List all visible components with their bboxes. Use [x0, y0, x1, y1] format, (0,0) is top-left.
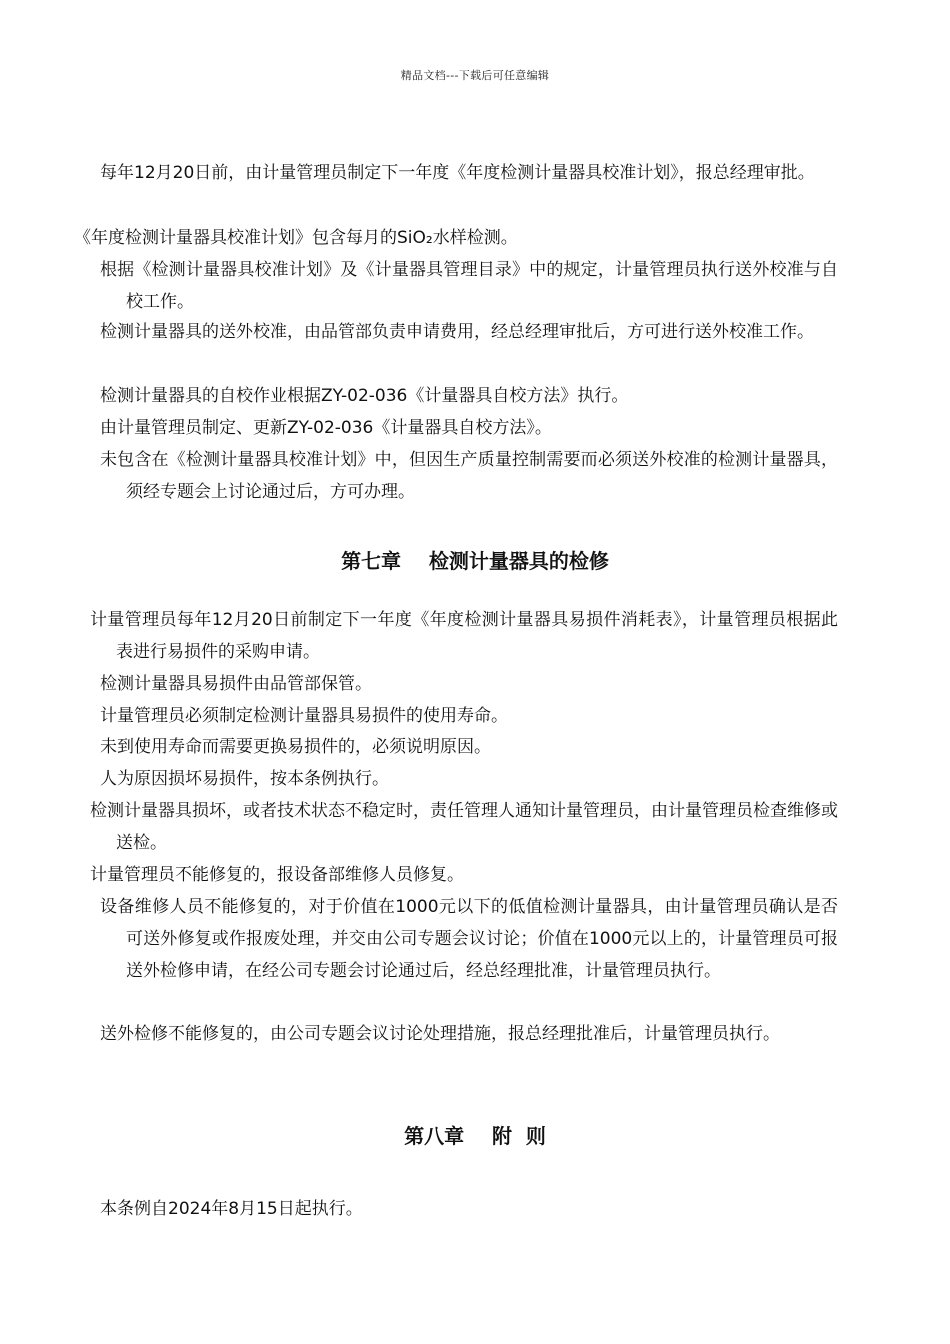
- paragraph: 未到使用寿命而需要更换易损件的，必须说明原因。: [100, 737, 491, 757]
- chapter-title: 第七章 检测计量器具的检修: [341, 549, 609, 573]
- page-header: 精品文档---下载后可任意编辑: [400, 69, 550, 82]
- paragraph: 人为原因损坏易损件，按本条例执行。: [100, 769, 389, 789]
- paragraph: 每年12月20日前，由计量管理员制定下一年度《年度检测计量器具校准计划》，报总经理审批。: [100, 163, 815, 183]
- paragraph: 计量管理员必须制定检测计量器具易损件的使用寿命。: [100, 706, 508, 726]
- paragraph: 计量管理员不能修复的，报设备部维修人员修复。: [90, 865, 464, 885]
- paragraph: 《年度检测计量器具校准计划》包含每月的SiO₂水样检测。: [74, 228, 518, 248]
- paragraph: 由计量管理员制定、更新ZY-02-036《计量器具自校方法》。: [100, 418, 552, 438]
- paragraph: 计量管理员每年12月20日前制定下一年度《年度检测计量器具易损件消耗表》，计量管理员根据此表进行易损件的采购申请。: [90, 610, 838, 662]
- paragraph: 本条例自2024年8月15日起执行。: [100, 1199, 363, 1219]
- paragraph: 检测计量器具的送外校准，由品管部负责申请费用，经总经理审批后，方可进行送外校准工作。: [100, 322, 814, 342]
- paragraph: 送外检修不能修复的，由公司专题会议讨论处理措施，报总经理批准后，计量管理员执行。: [100, 1024, 780, 1044]
- paragraph: 检测计量器具易损件由品管部保管。: [100, 674, 372, 694]
- paragraph: 检测计量器具的自校作业根据ZY-02-036《计量器具自校方法》执行。: [100, 386, 629, 406]
- chapter-title: 第八章 附 则: [404, 1124, 546, 1148]
- paragraph: 未包含在《检测计量器具校准计划》中，但因生产质量控制需要而必须送外校准的检测计量器具，须经专题会上讨论通过后，方可办理。: [100, 450, 838, 502]
- paragraph: 设备维修人员不能修复的，对于价值在1000元以下的低值检测计量器具，由计量管理员确认是否可送外修复或作报废处理，并交由公司专题会议讨论；价值在1000元以上的，计量管理员可报送外检修申请，在经公司专题会讨论通过后，经总经理批准，计量管理员执行。: [100, 897, 838, 981]
- paragraph: 根据《检测计量器具校准计划》及《计量器具管理目录》中的规定，计量管理员执行送外校准与自校工作。: [100, 260, 838, 312]
- paragraph: 检测计量器具损坏，或者技术状态不稳定时，责任管理人通知计量管理员，由计量管理员检查维修或送检。: [90, 801, 838, 853]
